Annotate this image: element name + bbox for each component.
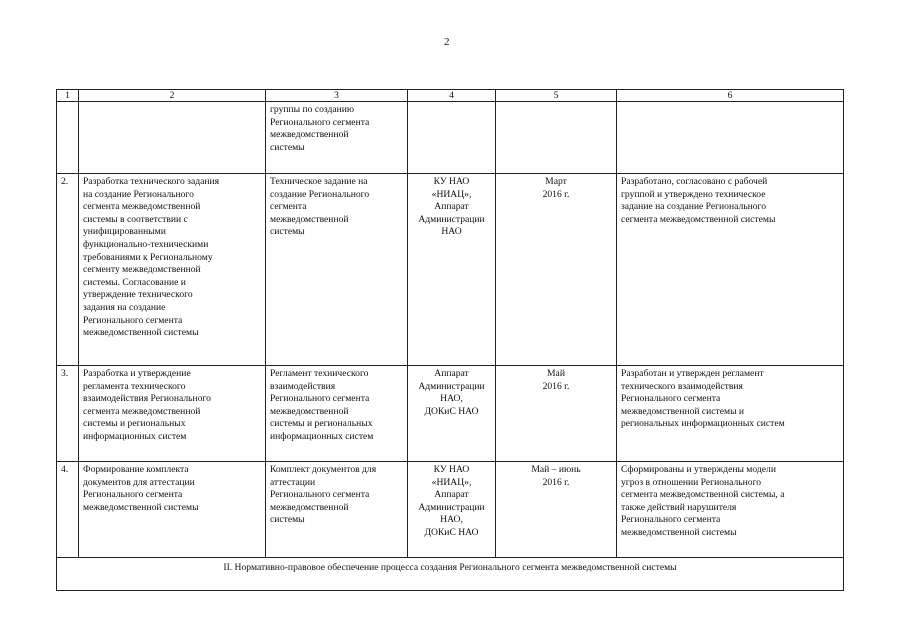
cell-line: Регионального сегмента bbox=[621, 393, 721, 405]
cell-line: Регионального сегмента bbox=[270, 489, 370, 501]
section-title: II. Нормативно-правовое обеспечение процесса создания Регионального сегмента межведомственной системы bbox=[57, 558, 844, 591]
cell-line: межведомственной системы bbox=[83, 501, 199, 513]
cell-line: региональных информационных систем bbox=[621, 418, 785, 430]
status-cell bbox=[617, 366, 844, 462]
cell-line: утверждение технического bbox=[83, 289, 193, 301]
cell-line: ДОКиС НАО bbox=[424, 526, 479, 538]
cell-line: Регионального сегмента bbox=[83, 314, 183, 326]
term-cell bbox=[496, 462, 617, 558]
section-row bbox=[57, 558, 844, 591]
cell-line: Регионального сегмента bbox=[83, 489, 183, 501]
cell-line: Разработано, согласовано с рабочей bbox=[621, 176, 768, 187]
cell-line: ДОКиС НАО bbox=[424, 405, 479, 417]
table-row bbox=[57, 366, 844, 462]
status-cell bbox=[617, 462, 844, 558]
term-cell bbox=[496, 174, 617, 366]
column-number-row bbox=[57, 90, 844, 102]
cell-line: Регионального сегмента bbox=[621, 514, 721, 526]
cell-line: межведомственной bbox=[270, 129, 349, 141]
executor-cell bbox=[408, 462, 496, 558]
result-document-cell bbox=[266, 366, 408, 462]
cell-line: системы и региональных bbox=[83, 418, 186, 430]
cell-line: НАО, bbox=[440, 514, 463, 526]
cell-line: задание на создание Регионального bbox=[621, 201, 767, 213]
cell-line: межведомственной bbox=[270, 405, 349, 417]
cell-line: сегмента межведомственной bbox=[83, 201, 201, 213]
cell-line: Май bbox=[547, 368, 565, 379]
cell-line: системы. Согласование и bbox=[83, 276, 186, 288]
page-number: 2 bbox=[444, 36, 450, 48]
cell-line: технического взаимодействия bbox=[621, 380, 743, 392]
cell-line: Формирование комплекта bbox=[83, 464, 189, 475]
cell-line: взаимодействия Регионального bbox=[83, 393, 211, 405]
executor-cell bbox=[408, 174, 496, 366]
table-row bbox=[57, 174, 844, 366]
cell-line: 2016 г. bbox=[542, 380, 570, 392]
cell-line: межведомственной bbox=[270, 501, 349, 513]
cell-line: сегмента межведомственной bbox=[83, 405, 201, 417]
cell-line: КУ НАО bbox=[433, 176, 470, 187]
cell-line: Администрации bbox=[418, 213, 485, 225]
cell-line: КУ НАО bbox=[433, 464, 470, 475]
cell-line: Регионального сегмента bbox=[270, 393, 370, 405]
term-cell bbox=[496, 366, 617, 462]
result-document-cell bbox=[266, 174, 408, 366]
cell-line: функционально-техническими bbox=[83, 238, 209, 250]
row-number: 4. bbox=[57, 462, 79, 558]
cell-line: «НИАЦ», bbox=[431, 476, 472, 488]
cell-line: Аппарат bbox=[434, 201, 469, 213]
cell-line: Администрации bbox=[418, 501, 485, 513]
result-document-cell bbox=[266, 102, 408, 174]
cell-line: Аппарат bbox=[434, 489, 469, 501]
cell-line: «НИАЦ», bbox=[431, 188, 472, 200]
cell-line: сегменту межведомственной bbox=[83, 264, 201, 276]
cell-line: Разработка и утверждение bbox=[83, 368, 191, 379]
cell-line: информационных систем bbox=[270, 430, 374, 442]
status-cell bbox=[617, 102, 844, 174]
cell-line: Администрации bbox=[418, 380, 485, 392]
cell-line: Сформированы и утверждены модели bbox=[621, 464, 776, 475]
executor-cell bbox=[408, 366, 496, 462]
cell-line: системы bbox=[270, 514, 305, 526]
cell-line: Март bbox=[545, 176, 567, 187]
table-row bbox=[57, 102, 844, 174]
column-number: 6 bbox=[617, 90, 844, 102]
cell-line: Техническое задание на bbox=[270, 176, 368, 187]
cell-line: информационных систем bbox=[83, 430, 187, 442]
cell-line: системы и региональных bbox=[270, 418, 373, 430]
cell-line: Разработка технического задания bbox=[83, 176, 220, 187]
row-number bbox=[57, 102, 79, 174]
cell-line: создание Регионального bbox=[270, 188, 370, 200]
term-cell bbox=[496, 102, 617, 174]
cell-line: Аппарат bbox=[434, 368, 469, 379]
cell-line: требованиями к Региональному bbox=[83, 251, 213, 263]
result-document-cell bbox=[266, 462, 408, 558]
cell-line: системы bbox=[270, 141, 305, 153]
column-number: 1 bbox=[57, 90, 79, 102]
cell-line: 2016 г. bbox=[542, 476, 570, 488]
table-row bbox=[57, 462, 844, 558]
cell-line: Май – июнь bbox=[531, 464, 581, 475]
task-cell bbox=[79, 102, 266, 174]
cell-line: НАО bbox=[441, 226, 462, 238]
cell-line: системы bbox=[270, 226, 305, 238]
cell-line: Регламент технического bbox=[270, 368, 369, 379]
cell-line: аттестации bbox=[270, 476, 316, 488]
cell-line: группой и утверждено техническое bbox=[621, 188, 766, 200]
executor-cell bbox=[408, 102, 496, 174]
cell-line: Комплект документов для bbox=[270, 464, 377, 475]
cell-line: регламента технического bbox=[83, 380, 186, 392]
task-cell bbox=[79, 366, 266, 462]
cell-line: документов для аттестации bbox=[83, 476, 195, 488]
task-cell bbox=[79, 174, 266, 366]
cell-line: Разработан и утвержден регламент bbox=[621, 368, 764, 379]
cell-line: межведомственной системы и bbox=[621, 405, 745, 417]
cell-line: угроз в отношении Регионального bbox=[621, 476, 762, 488]
cell-line: взаимодействия bbox=[270, 380, 336, 392]
task-cell bbox=[79, 462, 266, 558]
column-number: 3 bbox=[266, 90, 408, 102]
table-body bbox=[57, 102, 844, 558]
cell-line: также действий нарушителя bbox=[621, 501, 737, 513]
cell-line: сегмента bbox=[270, 201, 307, 213]
cell-line: 2016 г. bbox=[542, 188, 570, 200]
column-number: 2 bbox=[79, 90, 266, 102]
row-number: 2. bbox=[57, 174, 79, 366]
cell-line: межведомственной bbox=[270, 213, 349, 225]
plan-table bbox=[56, 89, 844, 591]
cell-line: межведомственной системы bbox=[621, 526, 737, 538]
status-cell bbox=[617, 174, 844, 366]
row-number: 3. bbox=[57, 366, 79, 462]
cell-line: группы по созданию bbox=[270, 104, 355, 115]
cell-line: унифицированными bbox=[83, 226, 166, 238]
cell-line: Регионального сегмента bbox=[270, 116, 370, 128]
cell-line: НАО, bbox=[440, 393, 463, 405]
cell-line: системы в соответствии с bbox=[83, 213, 188, 225]
cell-line: сегмента межведомственной системы, а bbox=[621, 489, 785, 501]
cell-line: на создание Регионального bbox=[83, 188, 194, 200]
cell-line: задания на создание bbox=[83, 301, 166, 313]
column-number: 5 bbox=[496, 90, 617, 102]
column-number: 4 bbox=[408, 90, 496, 102]
cell-line: межведомственной системы bbox=[83, 327, 199, 339]
cell-line: сегмента межведомственной системы bbox=[621, 213, 776, 225]
